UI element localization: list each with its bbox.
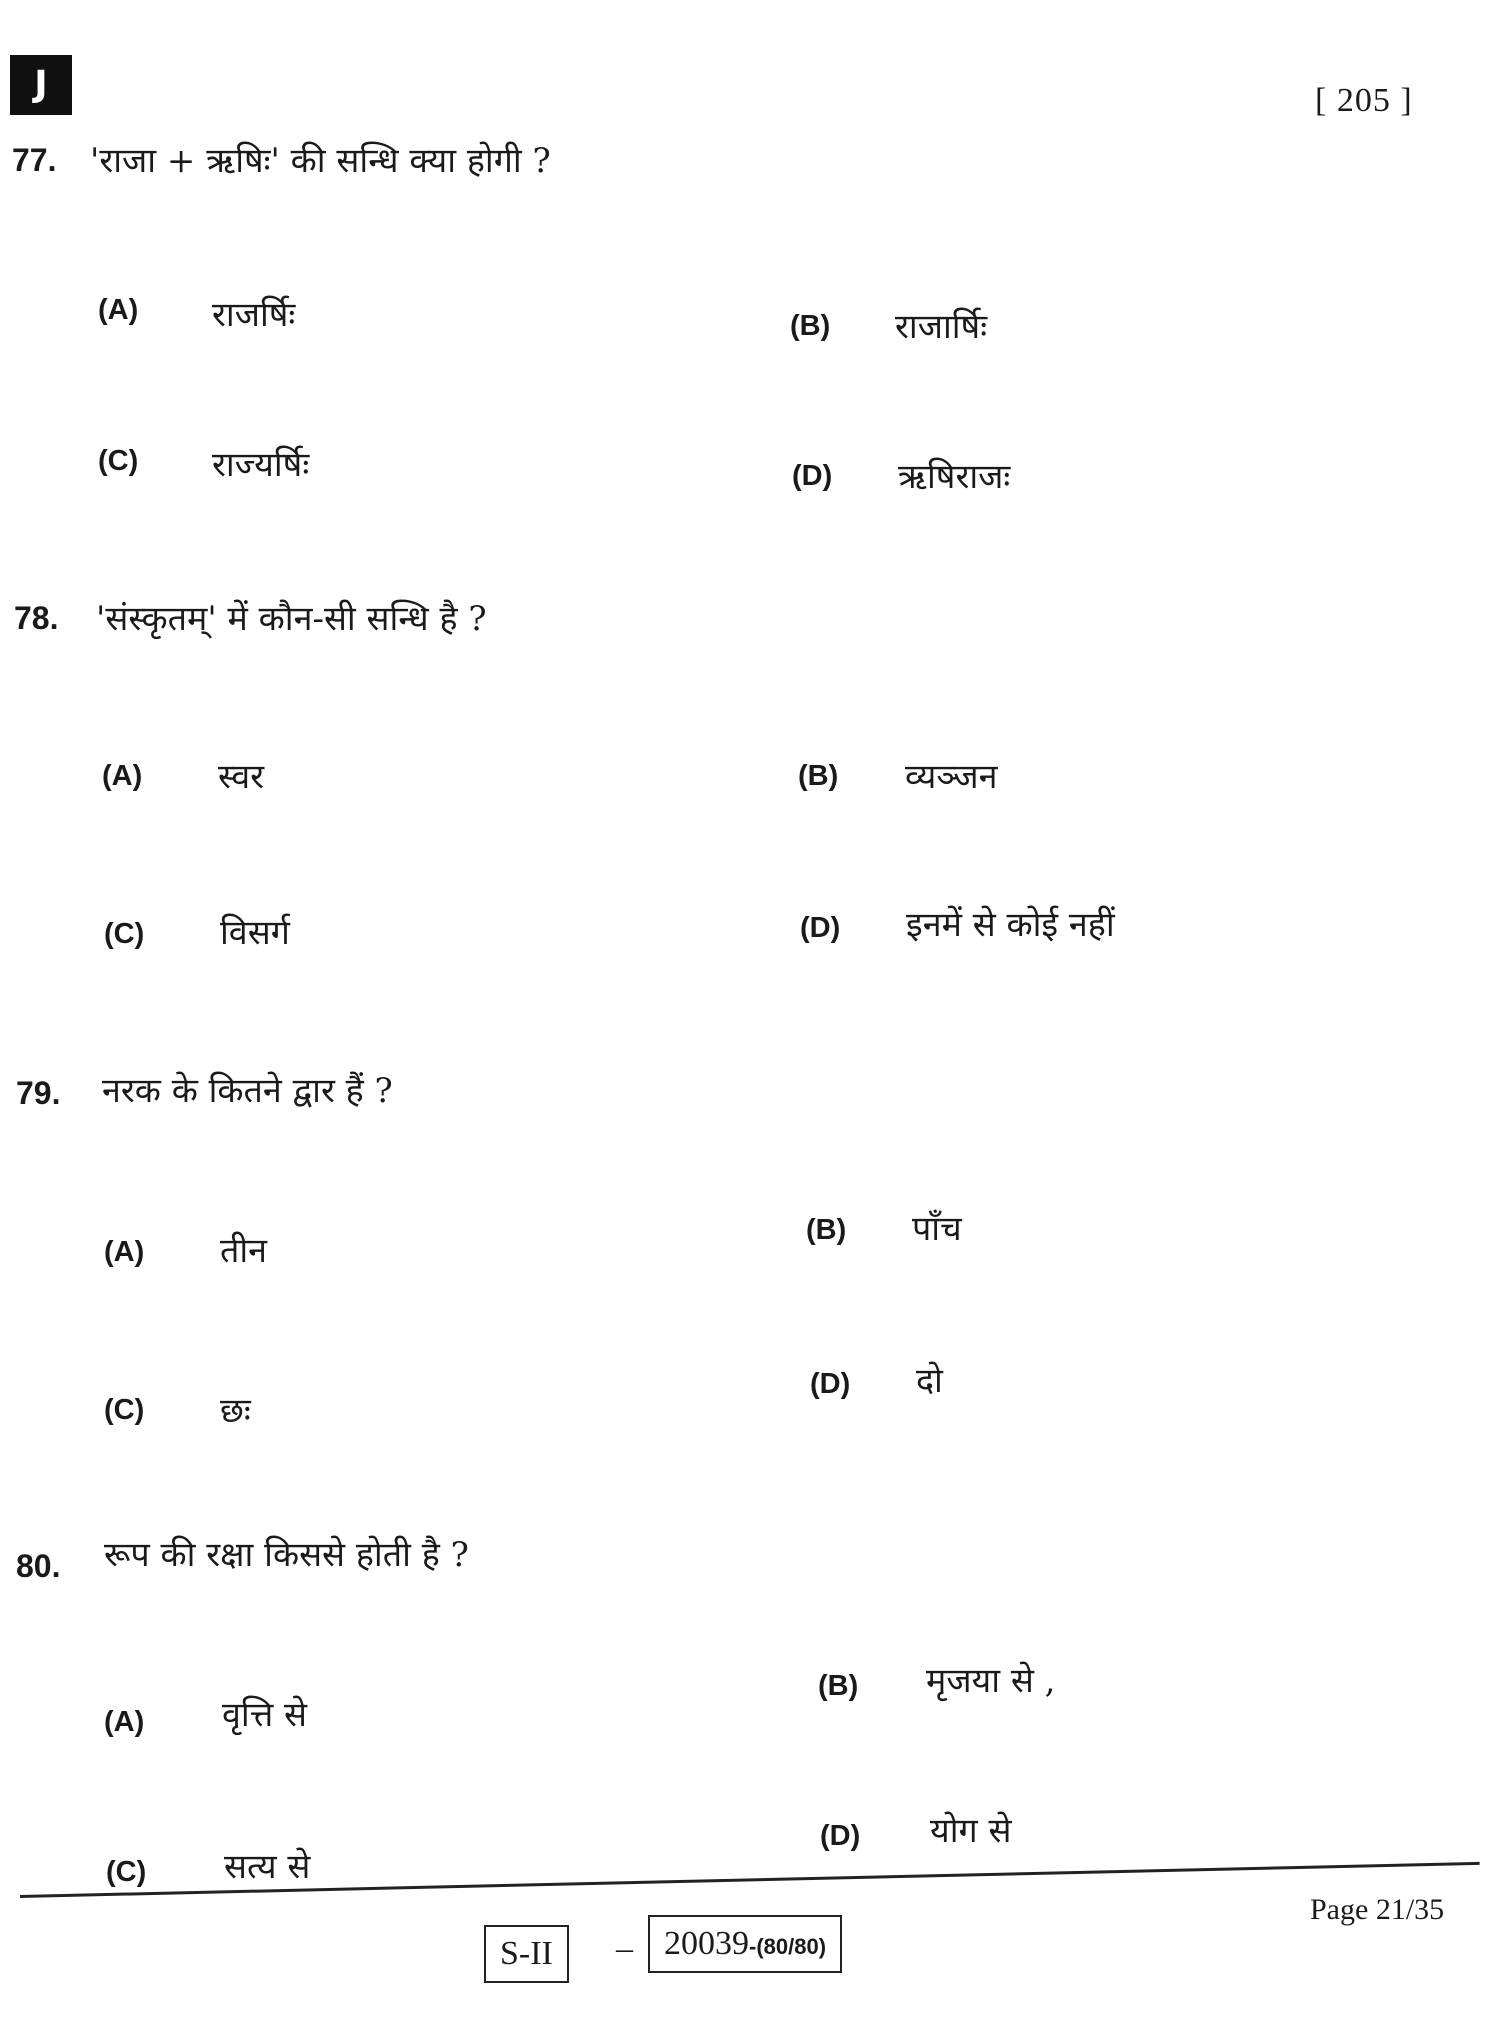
option-label: (B) xyxy=(806,1214,847,1246)
option-label: (A) xyxy=(98,294,139,326)
option-text: स्वर xyxy=(218,757,265,797)
option-text: मृजया से , xyxy=(926,1661,1056,1701)
option-label: (C) xyxy=(104,1394,145,1426)
option-text: विसर्ग xyxy=(220,913,290,953)
option-text: वृत्ति से xyxy=(222,1695,307,1735)
question-number: 80. xyxy=(16,1548,61,1584)
option-label: (A) xyxy=(104,1236,145,1268)
option-text: दो xyxy=(916,1361,943,1401)
question-number: 79. xyxy=(16,1075,61,1111)
option-label: (B) xyxy=(798,760,839,792)
option-label: (C) xyxy=(106,1856,147,1888)
paper-code-suffix: -(80/80) xyxy=(749,1934,827,1959)
paper-code: 20039 xyxy=(664,1925,749,1962)
option-label: (B) xyxy=(818,1670,859,1702)
option-text: इनमें से कोई नहीं xyxy=(906,905,1115,945)
option-label: (A) xyxy=(102,760,143,792)
footer-separator: – xyxy=(616,1930,633,1967)
option-label: (D) xyxy=(800,912,841,944)
option-label: (D) xyxy=(792,460,833,492)
question-text: 'संस्कृतम्' में कौन-सी सन्धि है ? xyxy=(96,599,487,639)
option-text: राजर्षिः xyxy=(212,295,296,335)
set-letter-badge: J xyxy=(10,55,72,115)
series-box xyxy=(484,1925,569,1983)
option-label: (A) xyxy=(104,1706,145,1738)
page-footer: Page 21/35 xyxy=(1310,1893,1445,1926)
question-text: 'राजा + ऋषिः' की सन्धि क्या होगी ? xyxy=(90,141,551,181)
option-text: व्यञ्जन xyxy=(905,757,998,797)
question-text: रूप की रक्षा किससे होती है ? xyxy=(104,1535,469,1575)
question-number: 78. xyxy=(14,600,59,636)
option-label: (D) xyxy=(820,1820,861,1852)
option-text: तीन xyxy=(220,1231,268,1271)
page-code: [ 205 ] xyxy=(1315,82,1413,119)
option-label: (D) xyxy=(810,1368,851,1400)
option-text: सत्य से xyxy=(224,1847,311,1887)
option-label: (C) xyxy=(98,445,139,477)
option-text: राजार्षिः xyxy=(895,307,988,347)
option-label: (B) xyxy=(790,310,831,342)
series-code: S-II xyxy=(500,1935,553,1972)
option-text: ऋषिराजः xyxy=(898,457,1011,497)
option-text: छः xyxy=(220,1391,251,1431)
option-label: (C) xyxy=(104,918,145,950)
paper-code-box xyxy=(648,1915,842,1973)
question-text: नरक के कितने द्वार हैं ? xyxy=(102,1071,393,1111)
question-number: 77. xyxy=(12,142,57,178)
option-text: राज्यर्षिः xyxy=(212,445,310,485)
option-text: योग से xyxy=(930,1811,1012,1851)
option-text: पाँच xyxy=(912,1209,962,1249)
